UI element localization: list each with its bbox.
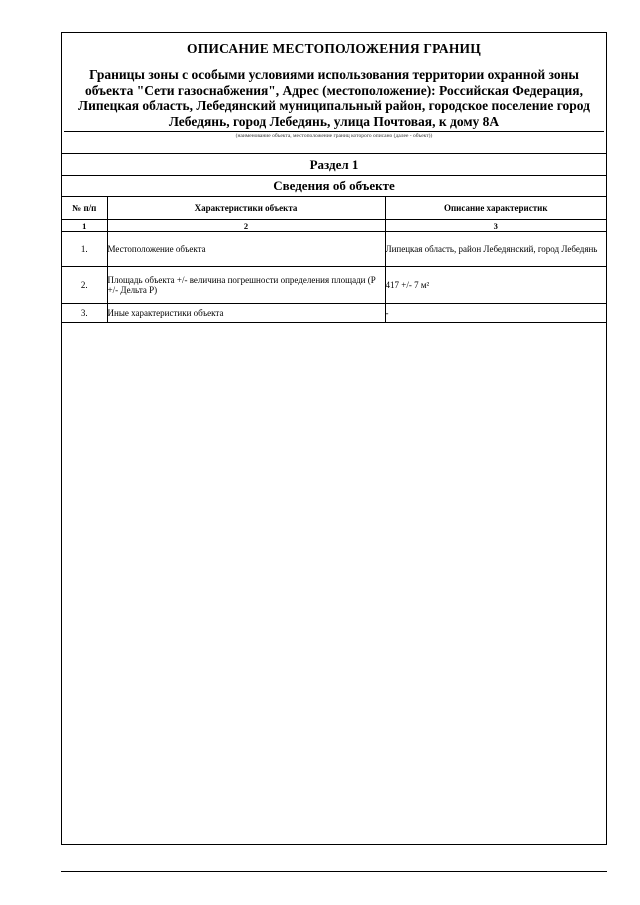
section-subtitle: Сведения об объекте [62, 175, 606, 196]
document-page [61, 32, 607, 845]
document-title: ОПИСАНИЕ МЕСТОПОЛОЖЕНИЯ ГРАНИЦ [187, 41, 481, 56]
row-characteristic: Местоположение объекта [107, 232, 385, 267]
row-description: 417 +/- 7 м² [385, 267, 606, 304]
column-number: 3 [385, 220, 606, 232]
section-title: Раздел 1 [62, 153, 606, 175]
document-caption: (наименование объекта, местоположение границ которого описано (далее - объект)) [64, 131, 604, 143]
header-number: № п/п [62, 197, 107, 220]
table-row [62, 267, 606, 304]
row-description: Липецкая область, район Лебедянский, город Лебедянь [385, 232, 606, 267]
document-subtitle: Границы зоны с особыми условиями использования территории охранной зоны объекта "Сети газоснабжения", Адрес (местоположение): Российская Федерация, Липецкая область, Лебедянский муниципальный район, городское поселение город Лебедянь, город Лебедянь, улица Почтовая, к дому 8А [78, 67, 590, 129]
document-header [62, 41, 606, 143]
object-info-table [62, 196, 606, 323]
row-characteristic: Площадь объекта +/- величина погрешности определения площади (Р +/- Дельта Р) [107, 267, 385, 304]
column-number-row [62, 220, 606, 232]
row-number: 2. [62, 267, 107, 304]
row-characteristic: Иные характеристики объекта [107, 304, 385, 323]
header-characteristic: Характеристики объекта [107, 197, 385, 220]
header-description: Описание характеристик [385, 197, 606, 220]
row-number: 3. [62, 304, 107, 323]
row-number: 1. [62, 232, 107, 267]
column-number: 2 [107, 220, 385, 232]
table-row [62, 304, 606, 323]
table-row [62, 232, 606, 267]
next-page-top-border [61, 871, 607, 872]
table-header-row [62, 197, 606, 220]
row-description: - [385, 304, 606, 323]
column-number: 1 [62, 220, 107, 232]
